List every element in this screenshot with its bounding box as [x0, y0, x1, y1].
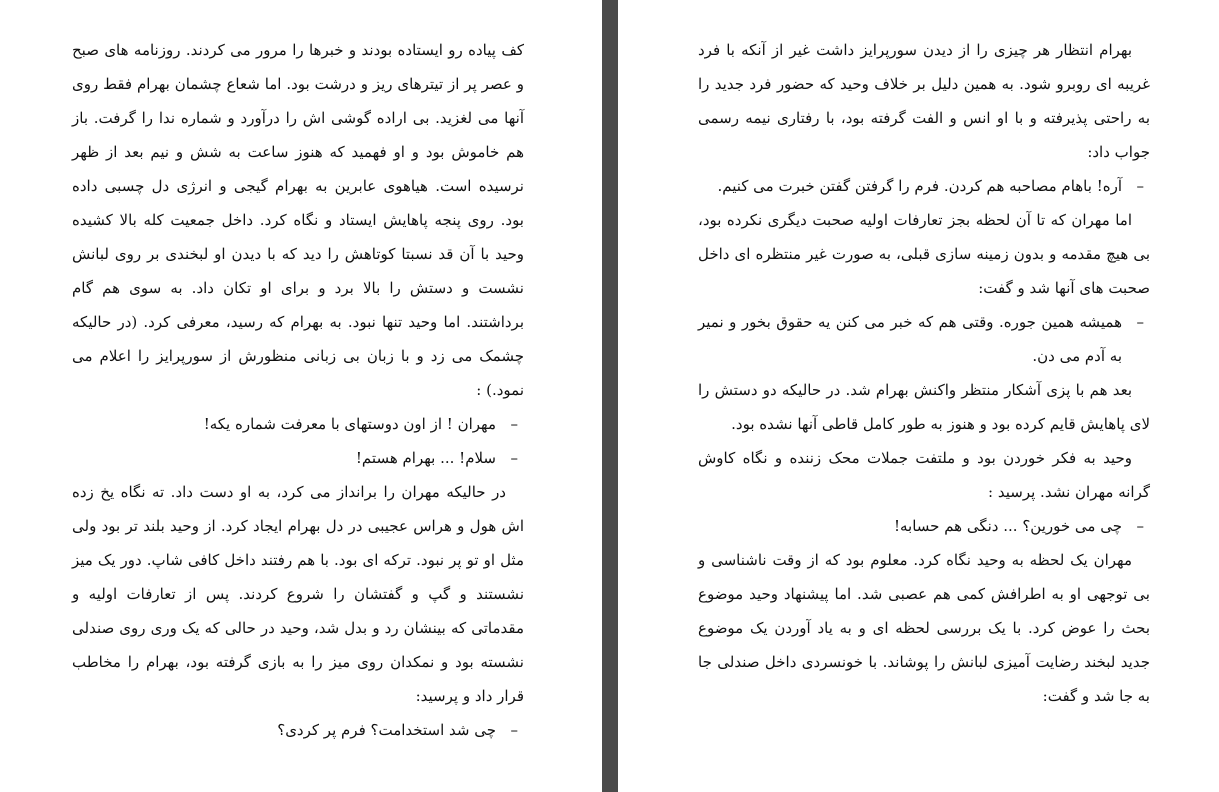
dialogue-dash: – — [1136, 313, 1144, 331]
page-gutter — [602, 0, 618, 792]
paragraph: بعد هم با پزی آشکار منتظر واکنش بهرام شد. در حالیکه دو دستش را لای پاهایش قایم کرده بود و هنوز به طور کامل قاطی آنها نشده بود. — [698, 381, 1150, 433]
right-page-text — [698, 33, 1150, 713]
dialogue-text: چی شد استخدامت؟ فرم پر کردی؟ — [277, 721, 496, 739]
dialogue-dash: – — [510, 449, 518, 467]
paragraph: بهرام انتظار هر چیزی را از دیدن سورپرایز داشت غیر از آنکه با فرد غریبه ای روبرو شود. به همین دلیل بر خلاف وحید که حضور فرد جدید را به راحتی پذیرفته و با او انس و الفت گرفته بود، با رفتاری نیمه رسمی جواب داد: — [698, 41, 1150, 161]
dialogue-dash: – — [1136, 517, 1144, 535]
dialogue-text: مهران ! از اون دوستهای با معرفت شماره یکه! — [203, 415, 496, 433]
dialogue-line — [698, 509, 1150, 543]
dialogue-text: آره! باهام مصاحبه هم کردن. فرم را گرفتن گفتن خبرت می کنیم. — [717, 177, 1122, 195]
dialogue-dash: – — [510, 415, 518, 433]
dialogue-line — [72, 407, 524, 441]
paragraph: کف پیاده رو ایستاده بودند و خبرها را مرور می کردند. روزنامه های صبح و عصر پر از تیترهای ریز و درشت بود. اما شعاع چشمان بهرام فقط روی آنها می لغزید. بی اراده گوشی اش را درآورد و شماره ندا را گرفت. باز هم خاموش بود و او فهمید که هنوز ساعت به شش و نیم بعد از ظهر نرسیده است. هیاهوی عابرین به بهرام گیجی و انرژی دل چسبی داده بود. روی پنجه پاهایش ایستاد و نگاه کرد. داخل جمعیت کله بالا کشیده وحید با آن قد نسبتا کوتاهش را دید که با دیدن او لبخندی بر روی لبانش نشست و دستش را بالا برد و برای او تکان داد. به سوی هم گام برداشتند. اما وحید تنها نبود. به بهرام که رسید، معرفی کرد. (در حالیکه چشمک می زد و با زبان بی زبانی منظورش از سورپرایز را اعلام می نمود.) : — [72, 41, 525, 399]
dialogue-line — [72, 441, 524, 475]
dialogue-line — [698, 305, 1150, 373]
left-page — [0, 0, 602, 792]
dialogue-dash: – — [1136, 177, 1144, 195]
dialogue-text: چی می خورین؟ ... دنگی هم حسابه! — [893, 517, 1122, 535]
dialogue-text: سلام! ... بهرام هستم! — [355, 449, 496, 467]
dialogue-text: همیشه همین جوره. وقتی هم که خبر می کنن یه حقوق بخور و نمیر به آدم می دن. — [698, 313, 1122, 365]
dialogue-line — [698, 169, 1150, 203]
right-page — [618, 0, 1219, 792]
dialogue-dash: – — [510, 721, 518, 739]
paragraph: اما مهران که تا آن لحظه بجز تعارفات اولیه صحبت دیگری نکرده بود، بی هیچ مقدمه و بدون زمینه سازی قبلی، به صورت غیر منتظره ای داخل صحبت های آنها شد و گفت: — [698, 211, 1150, 297]
paragraph: در حالیکه مهران را برانداز می کرد، به او دست داد. ته نگاه یخ زده اش هول و هراس عجیبی در دل بهرام ایجاد کرد. از وحید بلند تر بود ولی مثل او تو پر نبود. ترکه ای بود. با هم رفتند داخل کافی شاپ. دور یک میز نشستند و گپ و گفتشان را شروع کردند. پس از تعارفات اولیه و مقدماتی که بینشان رد و بدل شد، وحید در حالی که یک وری روی صندلی نشسته بود و نمکدان روی میز را به بازی گرفته بود، بهرام را مخاطب قرار داد و پرسید: — [72, 483, 524, 705]
paragraph: وحید به فکر خوردن بود و ملتفت جملات محک زننده و نگاه کاوش گرانه مهران نشد. پرسید : — [698, 449, 1150, 501]
left-page-text — [72, 33, 524, 747]
paragraph: مهران یک لحظه به وحید نگاه کرد. معلوم بود که از وقت ناشناسی و بی توجهی او به اطرافش کمی هم عصبی شد. اما پیشنهاد وحید موضوع بحث را عوض کرد. با یک بررسی لحظه ای و به یاد آوردن یک موضوع جدید لبخند رضایت آمیزی لبانش را پوشاند. با خونسردی داخل صندلی جا به جا شد و گفت: — [698, 551, 1150, 705]
dialogue-line — [72, 713, 524, 747]
